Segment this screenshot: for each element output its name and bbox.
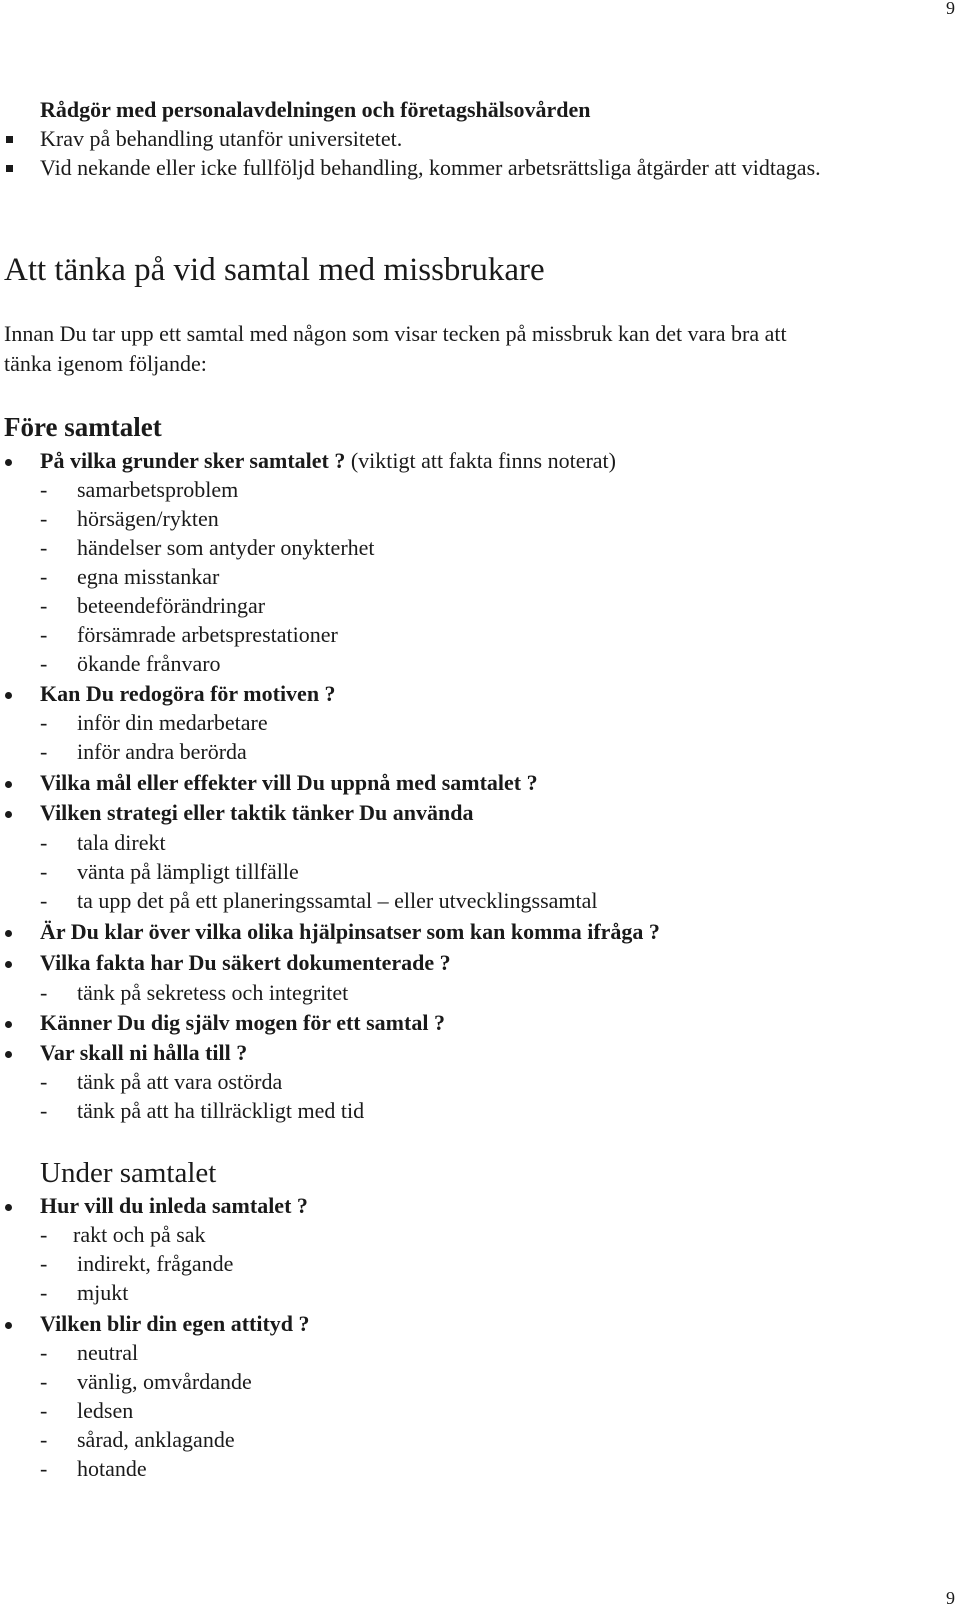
sub-item: indirekt, frågande [77,1251,234,1276]
dash-icon: - [40,1340,48,1365]
sub-item: tänk på sekretess och integritet [77,980,349,1005]
sub-item: neutral [77,1340,139,1365]
sub-item: inför andra berörda [77,739,247,764]
intro-line: tänka igenom följande: [4,351,207,376]
sub-item: beteendeförändringar [77,593,266,618]
question: Vilken blir din egen attityd ? [40,1311,310,1336]
dash-icon: - [40,1456,48,1481]
dash-icon: - [40,651,48,676]
sub-item: ledsen [77,1398,134,1423]
section-heading-during: Under samtalet [40,1157,217,1189]
sub-item: sårad, anklagande [77,1427,235,1452]
bullet-icon [5,961,12,968]
bullet-icon [5,811,12,818]
dash-icon: - [40,1280,48,1305]
question: Känner Du dig själv mogen för ett samtal ? [40,1010,445,1035]
sub-item: samarbetsproblem [77,477,239,502]
question: Kan Du redogöra för motiven ? [40,681,336,706]
sub-item: ta upp det på ett planeringssamtal – eller utvecklingssamtal [77,888,598,913]
dash-icon: - [40,1427,48,1452]
dash-icon: - [40,564,48,589]
page-number-bottom: 9 [946,1588,955,1608]
section-heading-before: Före samtalet [4,412,162,442]
question: Vilken strategi eller taktik tänker Du använda [40,800,474,825]
sub-item: tänk på att vara ostörda [77,1069,283,1094]
sub-item: mjukt [77,1280,129,1305]
sub-item: försämrade arbetsprestationer [77,622,338,647]
bullet-icon [5,781,12,788]
question [40,448,616,474]
main-title: Att tänka på vid samtal med missbrukare [4,252,545,288]
sub-item: tänk på att ha tillräckligt med tid [77,1098,365,1123]
question: Är Du klar över vilka olika hjälpinsatser som kan komma ifråga ? [40,919,660,944]
dash-icon: - [40,506,48,531]
square-bullet-icon [6,165,13,172]
dash-icon: - [40,535,48,560]
top-item: Vid nekande eller icke fullföljd behandling, kommer arbetsrättsliga åtgärder att vidtagas. [40,155,821,180]
dash-icon: - [40,1222,48,1247]
sub-item: egna misstankar [77,564,220,589]
dash-icon: - [40,1398,48,1423]
dash-icon: - [40,1369,48,1394]
top-heading: Rådgör med personalavdelningen och företagshälsovården [40,97,591,122]
square-bullet-icon [6,136,13,143]
dash-icon: - [40,888,48,913]
question-note: (viktigt att fakta finns noterat) [345,448,616,473]
dash-icon: - [40,739,48,764]
dash-icon: - [40,1098,48,1123]
intro-line: Innan Du tar upp ett samtal med någon som visar tecken på missbruk kan det vara bra att [4,321,787,346]
question-bold: På vilka grunder sker samtalet ? [40,448,346,473]
question: Var skall ni hålla till ? [40,1040,248,1065]
sub-item: vänlig, omvårdande [77,1369,252,1394]
sub-item: hotande [77,1456,147,1481]
bullet-icon [5,1204,12,1211]
dash-icon: - [40,830,48,855]
dash-icon: - [40,477,48,502]
page-number-top: 9 [946,0,955,18]
top-item: Krav på behandling utanför universitetet. [40,126,403,151]
dash-icon: - [40,622,48,647]
sub-item: vänta på lämpligt tillfälle [77,859,299,884]
bullet-icon [5,459,12,466]
dash-icon: - [40,710,48,735]
bullet-icon [5,1051,12,1058]
sub-item: hörsägen/rykten [77,506,219,531]
sub-item: inför din medarbetare [77,710,268,735]
sub-item: tala direkt [77,830,166,855]
dash-icon: - [40,859,48,884]
dash-icon: - [40,1251,48,1276]
question: Vilka mål eller effekter vill Du uppnå med samtalet ? [40,770,538,795]
bullet-icon [5,1021,12,1028]
sub-item: rakt och på sak [73,1222,206,1247]
bullet-icon [5,930,12,937]
dash-icon: - [40,1069,48,1094]
question: Vilka fakta har Du säkert dokumenterade ? [40,950,451,975]
question: Hur vill du inleda samtalet ? [40,1193,308,1218]
dash-icon: - [40,980,48,1005]
bullet-icon [5,1322,12,1329]
bullet-icon [5,692,12,699]
sub-item: händelser som antyder onykterhet [77,535,375,560]
dash-icon: - [40,593,48,618]
sub-item: ökande frånvaro [77,651,221,676]
